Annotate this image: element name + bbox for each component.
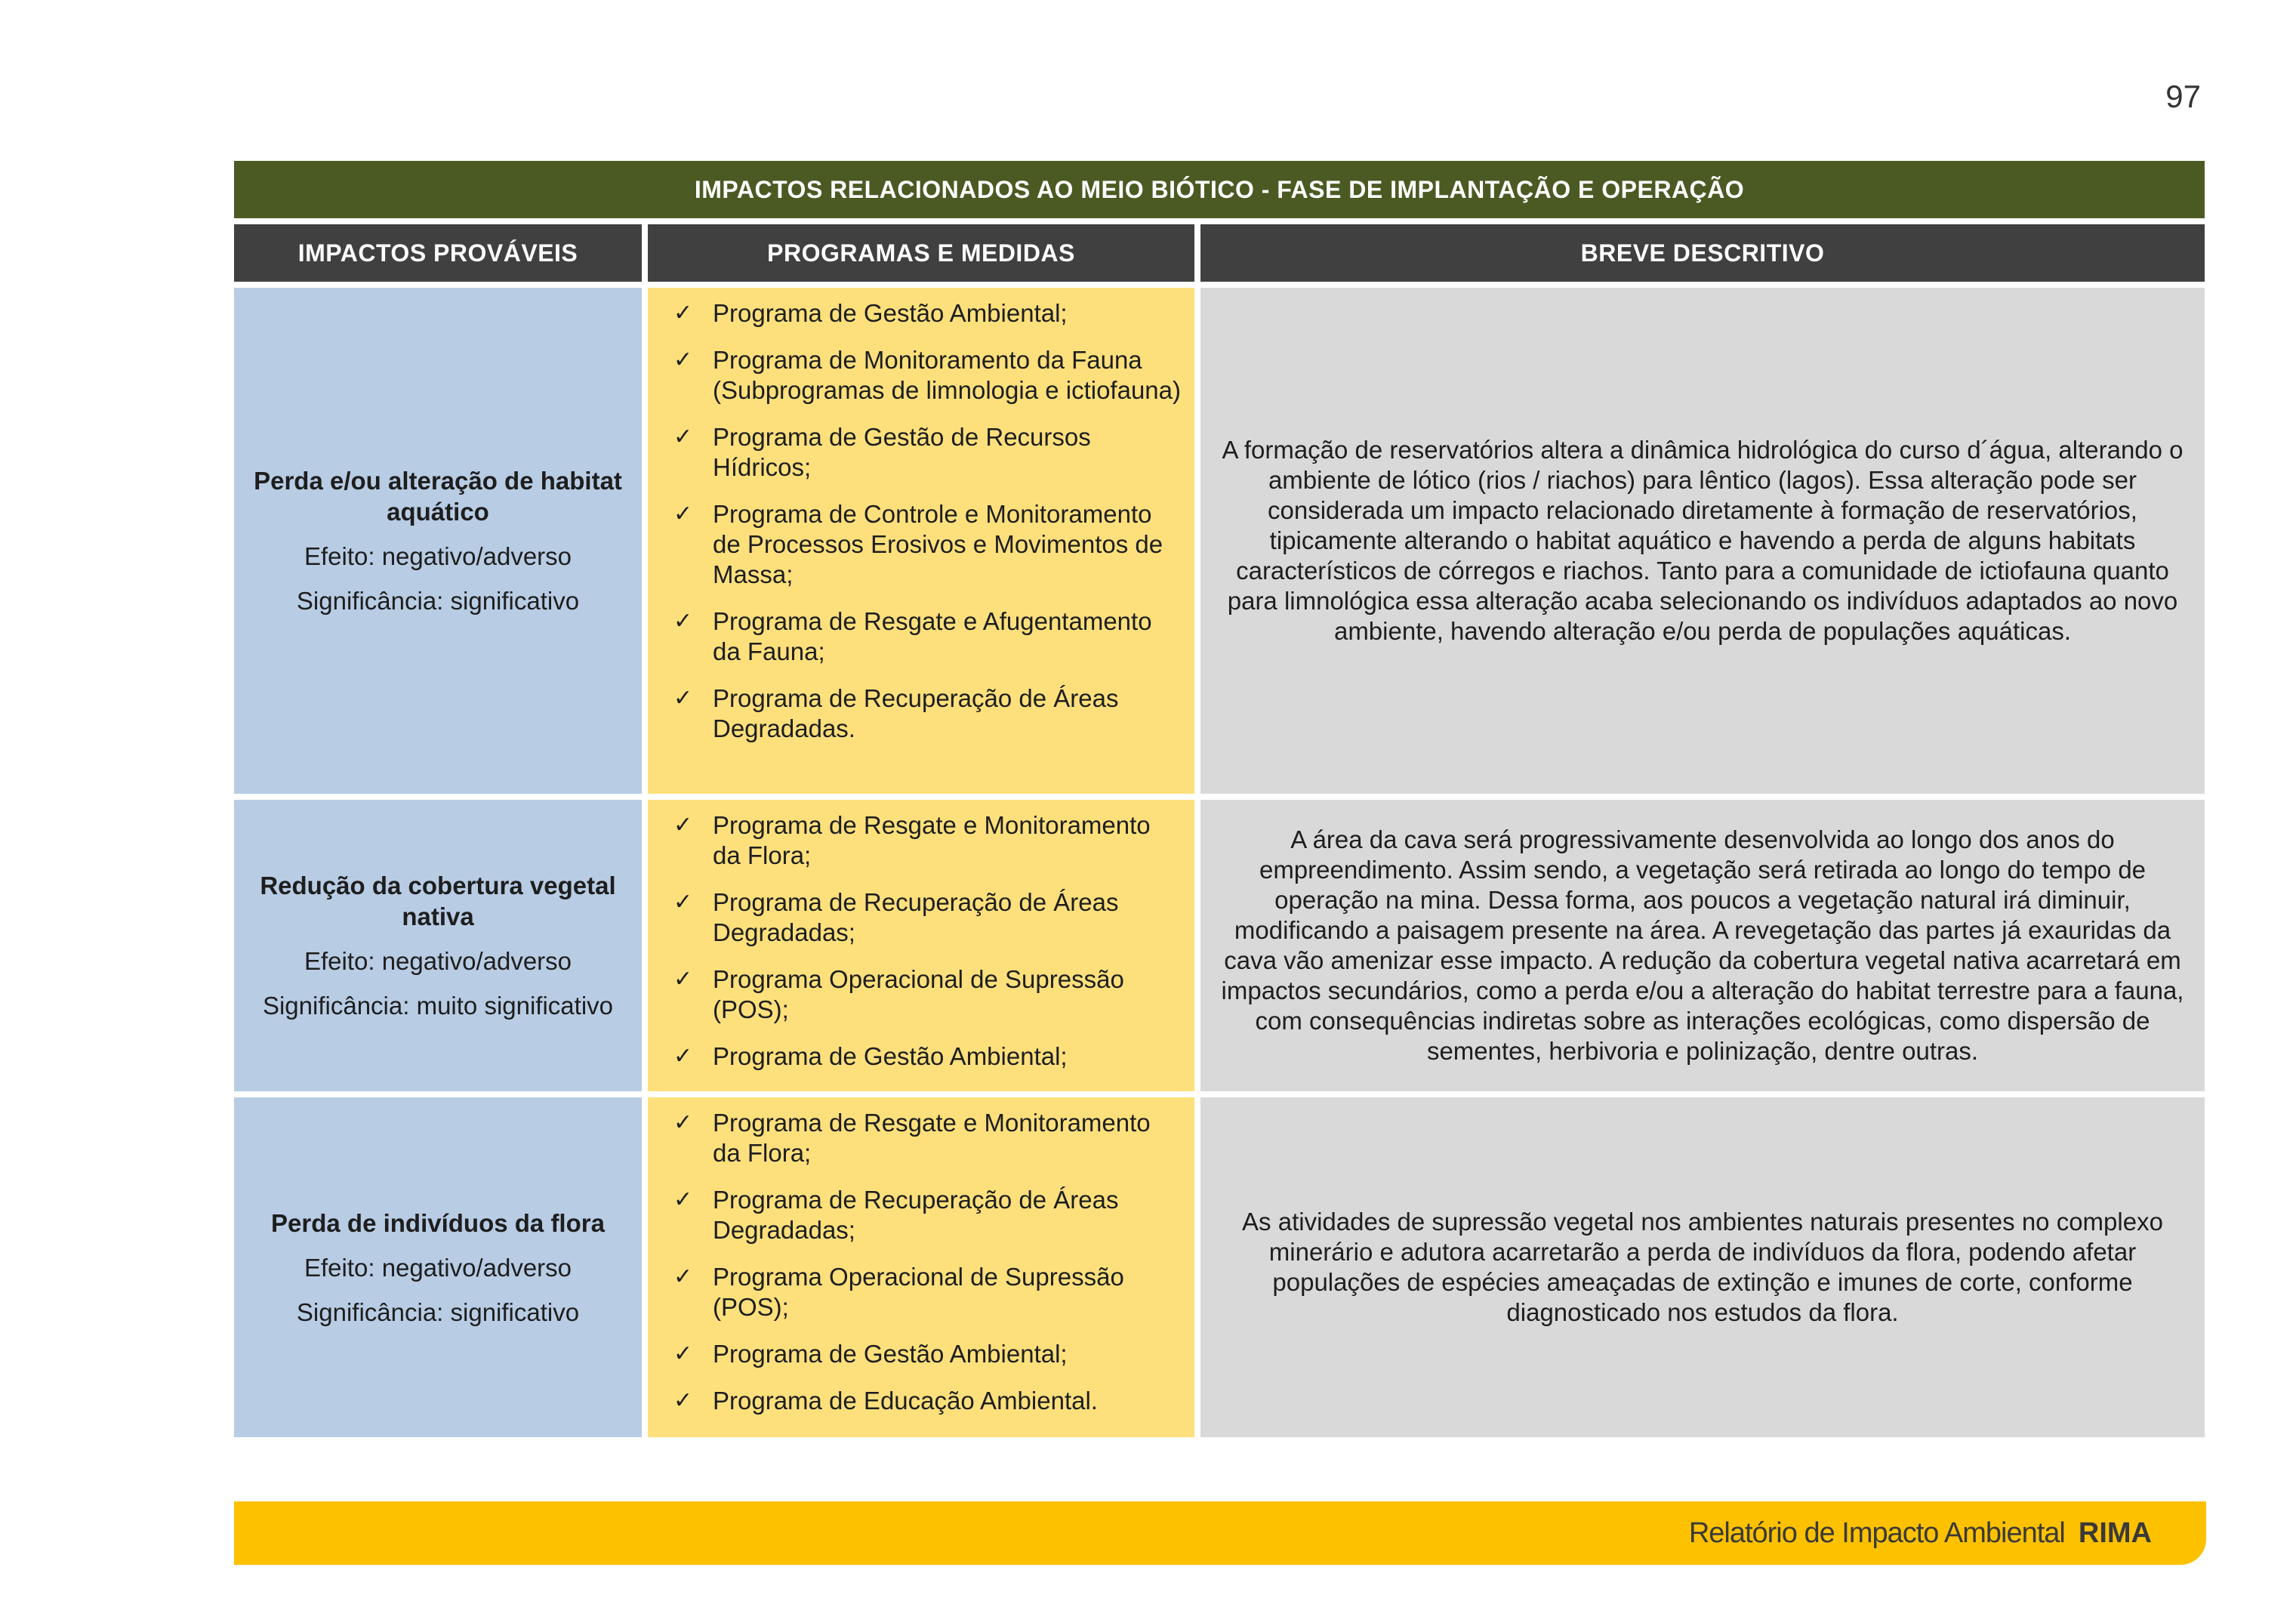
program-item (673, 683, 1181, 744)
impact-name: Perda e/ou alteração de habitat aquático (254, 467, 622, 526)
program-label: Programa Operacional de Supressão (POS); (713, 965, 1124, 1023)
program-label: Programa de Gestão Ambiental; (713, 1340, 1068, 1368)
program-item (673, 298, 1181, 329)
program-label: Programa de Monitoramento da Fauna (Subprogramas de limnologia e ictiofauna) (713, 346, 1182, 404)
program-label: Programa de Resgate e Monitoramento da Flora; (713, 1109, 1151, 1167)
table-row (234, 288, 2205, 794)
header-programs: PROGRAMAS E MEDIDAS (648, 224, 1194, 282)
impact-cell (234, 1097, 642, 1437)
check-icon: ✓ (673, 889, 693, 915)
description-text: As atividades de supressão vegetal nos ambientes naturais presentes no complexo minerário e adutora acarretarão a perda de indivíduos da flora, podendo afetar populações de espécies ameaçadas de extinção e imunes de corte, conforme diagnosticado nos estudos da flora. (1242, 1208, 2163, 1326)
footer-label: Relatório de Impacto Ambiental (1688, 1517, 2065, 1549)
program-item (673, 964, 1181, 1025)
description-cell (1200, 288, 2205, 794)
description-text: A área da cava será progressivamente desenvolvida ao longo dos anos do empreendimento. Assim sendo, a vegetação será retirada ao longo do tempo de operação na mina. Dessa forma, aos poucos a vegetação natural irá diminuir, modificando a paisagem presente na área. A revegetação das partes já exauridas da cava vão amenizar esse impacto. A redução da cobertura vegetal nativa acarretará em impactos secundários, como a perda e/ou a alteração do habitat terrestre para a fauna, com consequências indiretas sobre as interações ecológicas, como dispersão de sementes, herbivoria e polinização, dentre outras. (1221, 825, 2184, 1065)
check-icon: ✓ (673, 424, 693, 450)
check-icon: ✓ (673, 347, 693, 373)
check-icon: ✓ (673, 966, 693, 992)
table-row (234, 1097, 2205, 1437)
impact-effect: Efeito: negativo/adverso (304, 542, 572, 570)
table-row (234, 800, 2205, 1091)
impact-significance: Significância: muito significativo (262, 992, 614, 1020)
impact-effect: Efeito: negativo/adverso (304, 947, 572, 975)
programs-cell (648, 288, 1194, 794)
program-label: Programa de Gestão Ambiental; (713, 299, 1068, 327)
check-icon: ✓ (673, 1043, 693, 1069)
program-label: Programa de Recuperação de Áreas Degradadas; (713, 888, 1119, 946)
impact-cell (234, 288, 642, 794)
program-item (673, 345, 1181, 406)
description-text: A formação de reservatórios altera a dinâmica hidrológica do curso d´água, alterando o ambiente de lótico (rios / riachos) para lêntico (lagos). Essa alteração pode ser considerada um impacto relacionado diretamente à formação de reservatórios, tipicamente alterando o habitat aquático e havendo a perda de alguns habitats característicos de córregos e riachos. Tanto para a comunidade de ictiofauna quanto para limnológica essa alteração acaba selecionando os indivíduos adaptados ao novo ambiente, havendo alteração e/ou perda de populações aquáticas. (1222, 436, 2184, 645)
page-number: 97 (2165, 79, 2201, 114)
check-icon: ✓ (673, 812, 693, 838)
program-label: Programa de Recuperação de Áreas Degradadas; (713, 1186, 1119, 1244)
program-item (673, 499, 1181, 590)
header-impacts: IMPACTOS PROVÁVEIS (234, 224, 642, 282)
program-item (673, 1339, 1181, 1369)
program-item (673, 422, 1181, 483)
program-item (673, 1262, 1181, 1322)
check-icon: ✓ (673, 1341, 693, 1367)
footer-bar (234, 1501, 2206, 1565)
check-icon: ✓ (673, 1387, 693, 1414)
program-item (673, 1185, 1181, 1245)
description-cell (1200, 800, 2205, 1091)
check-icon: ✓ (673, 501, 693, 527)
program-label: Programa de Resgate e Afugentamento da Fauna; (713, 607, 1152, 665)
impact-cell (234, 800, 642, 1091)
impacts-table (234, 161, 2205, 1437)
programs-cell (648, 1097, 1194, 1437)
check-icon: ✓ (673, 608, 693, 634)
program-label: Programa de Recuperação de Áreas Degradadas. (713, 684, 1119, 742)
program-label: Programa de Gestão Ambiental; (713, 1042, 1068, 1070)
check-icon: ✓ (673, 300, 693, 326)
check-icon: ✓ (673, 1264, 693, 1290)
footer-label-strong: RIMA (2078, 1517, 2152, 1549)
program-label: Programa Operacional de Supressão (POS); (713, 1263, 1124, 1321)
check-icon: ✓ (673, 1186, 693, 1213)
header-description: BREVE DESCRITIVO (1200, 224, 2205, 282)
program-label: Programa de Educação Ambiental. (713, 1387, 1098, 1415)
programs-cell (648, 800, 1194, 1091)
description-cell (1200, 1097, 2205, 1437)
table-header-row (234, 224, 2205, 282)
impact-effect: Efeito: negativo/adverso (304, 1253, 572, 1282)
check-icon: ✓ (673, 685, 693, 711)
program-label: Programa de Resgate e Monitoramento da Flora; (713, 811, 1151, 869)
program-item (673, 887, 1181, 948)
impact-significance: Significância: significativo (296, 1297, 580, 1326)
impact-name: Redução da cobertura vegetal nativa (260, 872, 616, 930)
table-title: IMPACTOS RELACIONADOS AO MEIO BIÓTICO - FASE DE IMPLANTAÇÃO E OPERAÇÃO (234, 161, 2205, 218)
program-item (673, 1386, 1181, 1416)
program-item (673, 810, 1181, 871)
check-icon: ✓ (673, 1109, 693, 1136)
program-label: Programa de Gestão de Recursos Hídricos; (713, 423, 1091, 481)
impact-name: Perda de indivíduos da flora (271, 1208, 605, 1237)
program-item (673, 1108, 1181, 1168)
program-item (673, 1041, 1181, 1072)
program-label: Programa de Controle e Monitoramento de Processos Erosivos e Movimentos de Massa; (713, 500, 1163, 588)
program-item (673, 606, 1181, 667)
impact-significance: Significância: significativo (296, 587, 580, 615)
